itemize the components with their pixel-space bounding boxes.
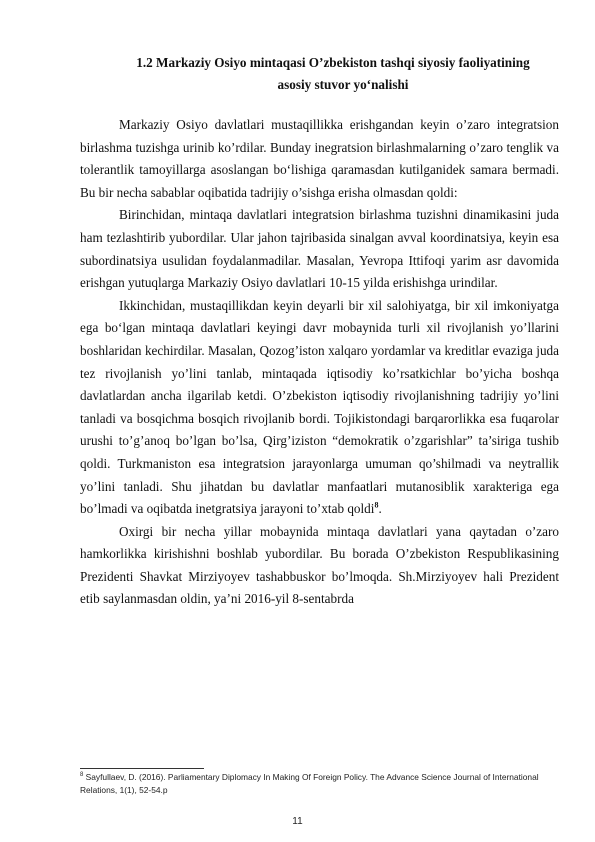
paragraph-second-reason	[80, 295, 559, 521]
paragraph-period: .	[378, 501, 382, 517]
section-title-line-2: asosiy stuvor yo‘nalishi	[277, 77, 409, 92]
section-title-line-1: 1.2 Markaziy Osiyo mintaqasi O’zbekiston tashqi siyosiy faoliyatining	[136, 55, 530, 70]
footnote	[80, 771, 559, 796]
footnote-text: Sayfullaev, D. (2016). Parliamentary Diplomacy In Making Of Foreign Policy. The Advance Science Journal of International Relations, 1(1), 52-54.p	[80, 772, 539, 795]
footnote-number: 8	[80, 772, 84, 779]
section-heading	[113, 52, 553, 96]
paragraph-recent-cooperation: Oxirgi bir necha yillar mobaynida mintaqa davlatlari yana qaytadan o’zaro hamkorlikka kirishishni boshlab yubordilar. Bu borada O’zbekiston Respublikasining Prezidenti Shavkat Mirziyoyev tashabbuskor bo’lmoqda. Sh.Mirziyoyev hali Prezident etib saylanmasdan oldin, ya’ni 2016-yil 8-sentabrda	[80, 523, 559, 607]
page-number: 11	[292, 816, 303, 827]
paragraph-intro: Markaziy Osiyo davlatlari mustaqillikka erishgandan keyin o’zaro integratsion birlashma tuzishga urinib ko’rdilar. Bunday inegratsion birlashmalarning o’zaro tenglik va tolerantlik tamoyillarga asoslangan bo‘lishiga qaramasdan kutilganidek samara bermadi. Bu bir necha sabablar oqibatida tadrijiy o’sishga erisha olmasdan qoldi:	[80, 117, 559, 200]
footnote-reference[interactable]: 8	[374, 500, 379, 510]
paragraph-second-reason-text: Ikkinchidan, mustaqillikdan keyin deyarli bir xil salohiyatga, bir xil imkoniyatga ega bo‘lgan mintaqa davlatlari keyingi davr mobaynida turli xil rivojlanish yo’llarini boshlaridan kechirdilar. Masalan, Qozog’iston xalqaro yordamlar va kreditlar evaziga juda tez rivojlanish yo’lini tanlab, mintaqada iqtisodiy ko’rsatkichlar bo’yicha boshqa davlatlardan ancha ilgarilab ketdi. O’zbekiston iqtisodiy rivojlanishning tadrijiy yo’lini tanladi va bosqichma bosqich rivojlanib bordi. Tojikistondagi barqarorlikka esa fuqarolar urushi to’g’anoq bo’lgan bo’lsa, Qirg’iziston “demokratik o’zgarishlar” ta’siriga tushib qoldi. Turkmaniston esa integratsion jarayonlarga umuman qo’shilmadi va neytrallik yo’lini tanladi. Shu jihatdan bu davlatlar manfaatlari mutanosiblik xarakteriga ega bo’lmadi va oqibatda inetgratsiya jarayoni to’xtab qoldi	[80, 297, 559, 517]
body-text	[80, 114, 559, 611]
footnote-divider	[80, 768, 204, 769]
paragraph-first-reason: Birinchidan, mintaqa davlatlari integratsion birlashma tuzishni dinamikasini juda ham tezlashtirib yubordilar. Ular jahon tajribasida sinalgan avval koordinatsiya, keyin esa subordinatsiya usulidan foydalanmadilar. Masalan, Yevropa Ittifoqi yarim asr davomida erishgan yutuqlarga Markaziy Osiyo davlatlari 10-15 yilda erishishga urindilar.	[80, 207, 559, 291]
